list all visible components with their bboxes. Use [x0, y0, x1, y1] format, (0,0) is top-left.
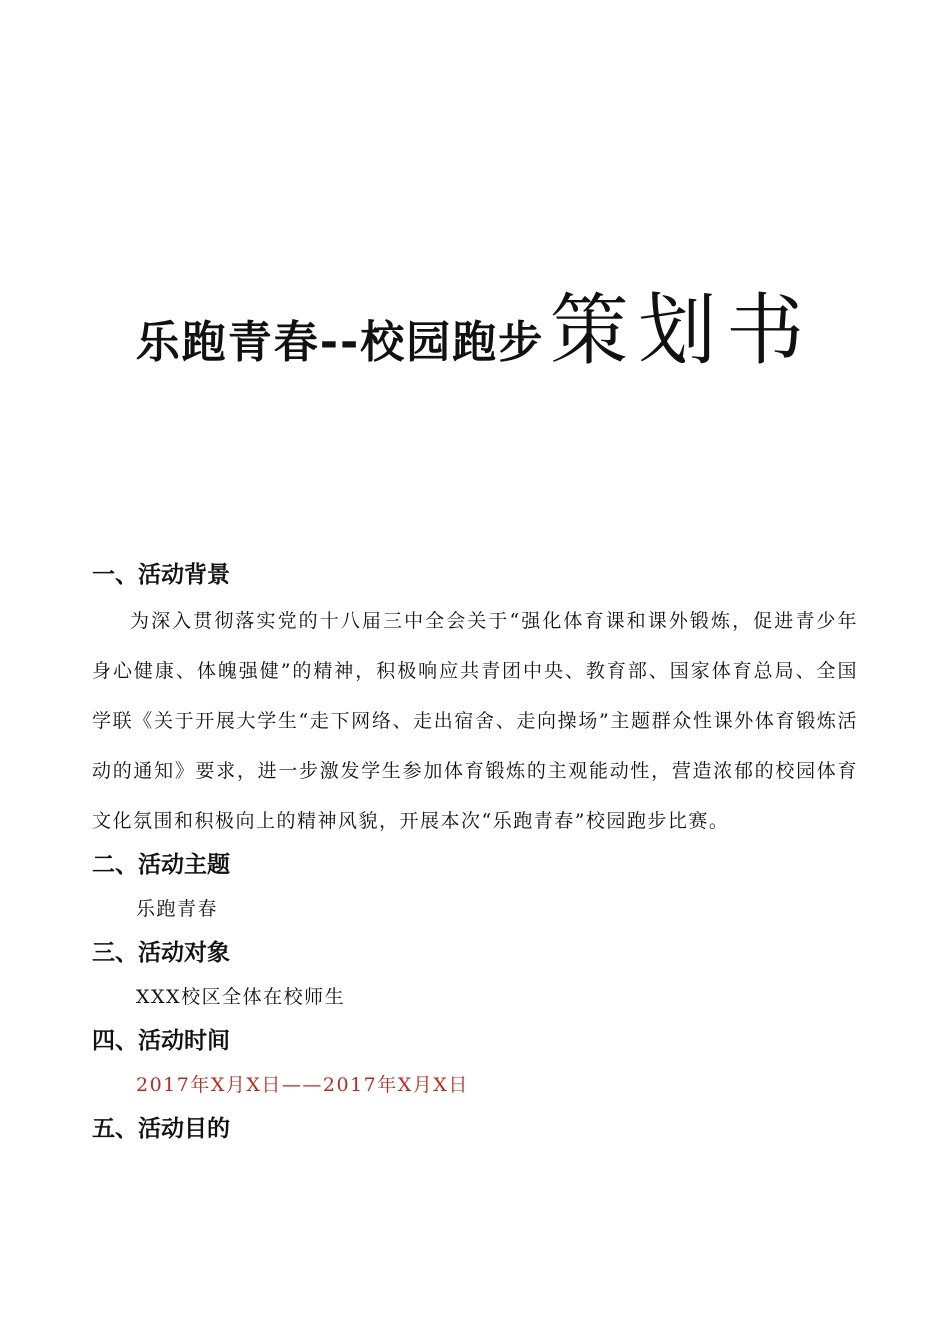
- title-suffix: 策划书: [550, 286, 815, 376]
- section-heading: 五、活动目的: [92, 1116, 230, 1142]
- section-text: 乐跑青春: [136, 898, 219, 920]
- document-body: [92, 556, 858, 1148]
- title-main: 乐跑青春--校园跑步: [135, 317, 545, 368]
- section-date-range: 2017年X月X日——2017年X月X日: [136, 1074, 469, 1096]
- section-heading: 四、活动时间: [92, 1028, 230, 1054]
- section-heading: 二、活动主题: [92, 852, 230, 878]
- section-purpose: [92, 1110, 858, 1148]
- section-text: XXX校区全体在校师生: [136, 986, 346, 1008]
- section-theme: [92, 846, 858, 934]
- section-paragraph: 为深入贯彻落实党的十八届三中全会关于“强化体育课和课外锻炼，促进青少年身心健康、体魄强健”的精神，积极响应共青团中央、教育部、国家体育总局、全国学联《关于开展大学生“走下网络、走出宿舍、走向操场”主题群众性课外体育锻炼活动的通知》要求，进一步激发学生参加体育锻炼的主观能动性，营造浓郁的校园体育文化氛围和积极向上的精神风貌，开展本次“乐跑青春”校园跑步比赛。: [92, 610, 858, 832]
- section-heading: 一、活动背景: [92, 562, 230, 588]
- section-heading: 三、活动对象: [92, 940, 230, 966]
- section-audience: [92, 934, 858, 1022]
- document-title: [0, 268, 950, 380]
- section-time: [92, 1022, 858, 1110]
- section-background: [92, 556, 858, 846]
